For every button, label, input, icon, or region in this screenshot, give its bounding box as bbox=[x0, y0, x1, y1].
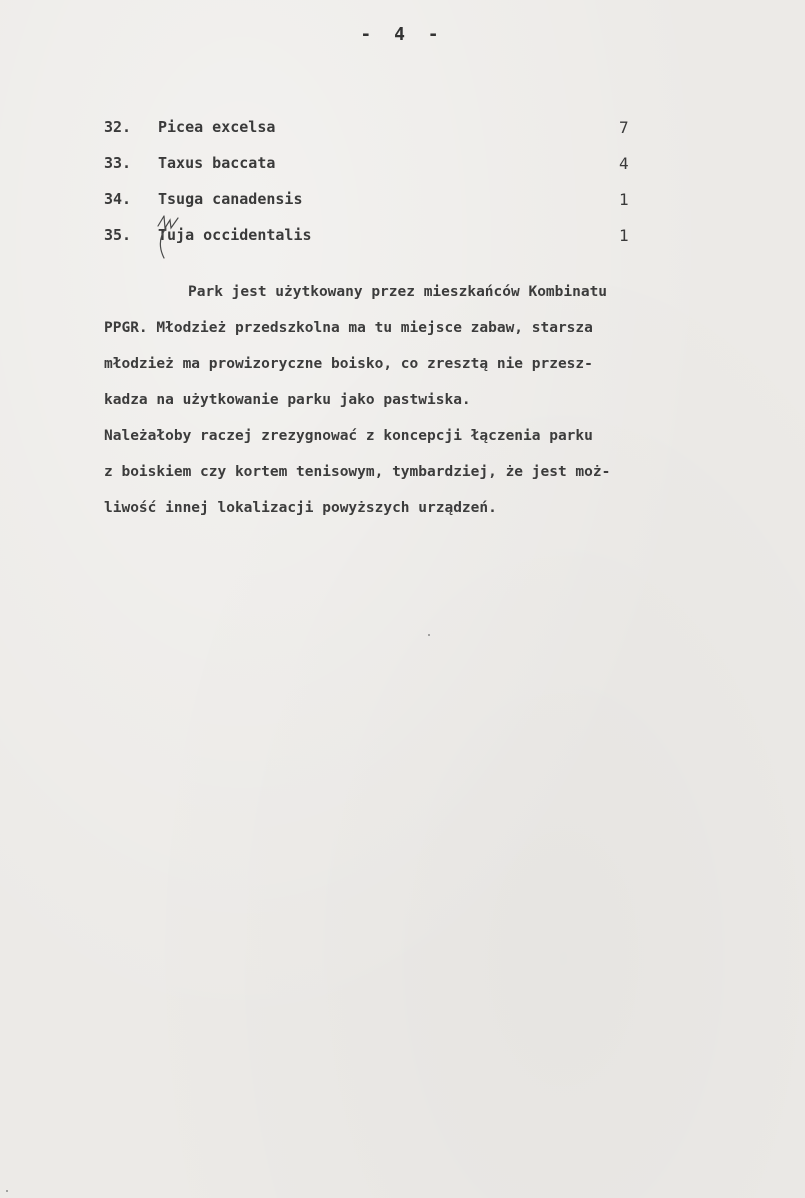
paragraph-line: młodzież ma prowizoryczne boisko, co zresztą nie przesz- bbox=[104, 356, 593, 372]
species-number: 35. bbox=[104, 226, 132, 244]
handwritten-correction-mark bbox=[152, 212, 182, 262]
paragraph-line: liwość innej lokalizacji powyższych urządzeń. bbox=[104, 500, 497, 516]
paragraph-line: PPGR. Młodzież przedszkolna ma tu miejsce zabaw, starsza bbox=[104, 320, 593, 336]
species-row bbox=[104, 226, 644, 262]
species-number: 33. bbox=[104, 154, 132, 172]
paragraph-recommendation bbox=[104, 418, 724, 526]
species-row bbox=[104, 154, 644, 190]
species-row bbox=[104, 190, 644, 226]
species-list bbox=[104, 118, 644, 262]
species-count: 1 bbox=[619, 190, 629, 209]
paper-speck bbox=[428, 634, 430, 636]
species-name: Picea excelsa bbox=[158, 118, 276, 136]
paragraph-line: kadza na użytkowanie parku jako pastwiska. bbox=[104, 392, 471, 408]
paragraph-park-usage bbox=[104, 274, 724, 418]
species-count: 1 bbox=[619, 226, 629, 245]
paragraph-line: z boiskiem czy kortem tenisowym, tymbardziej, że jest moż- bbox=[104, 464, 611, 480]
paragraph-line: Należałoby raczej zrezygnować z koncepcji łączenia parku bbox=[104, 428, 593, 444]
paragraph-line: Park jest użytkowany przez mieszkańców Kombinatu bbox=[188, 284, 608, 300]
species-row bbox=[104, 118, 644, 154]
species-name: Tsuga canadensis bbox=[158, 190, 303, 208]
species-name: Tuja occidentalis bbox=[158, 226, 312, 244]
species-number: 32. bbox=[104, 118, 132, 136]
page-number: - 4 - bbox=[360, 24, 445, 45]
species-count: 4 bbox=[619, 154, 629, 173]
paper-speck bbox=[6, 1190, 8, 1192]
species-number: 34. bbox=[104, 190, 132, 208]
species-count: 7 bbox=[619, 118, 629, 137]
species-name: Taxus baccata bbox=[158, 154, 276, 172]
